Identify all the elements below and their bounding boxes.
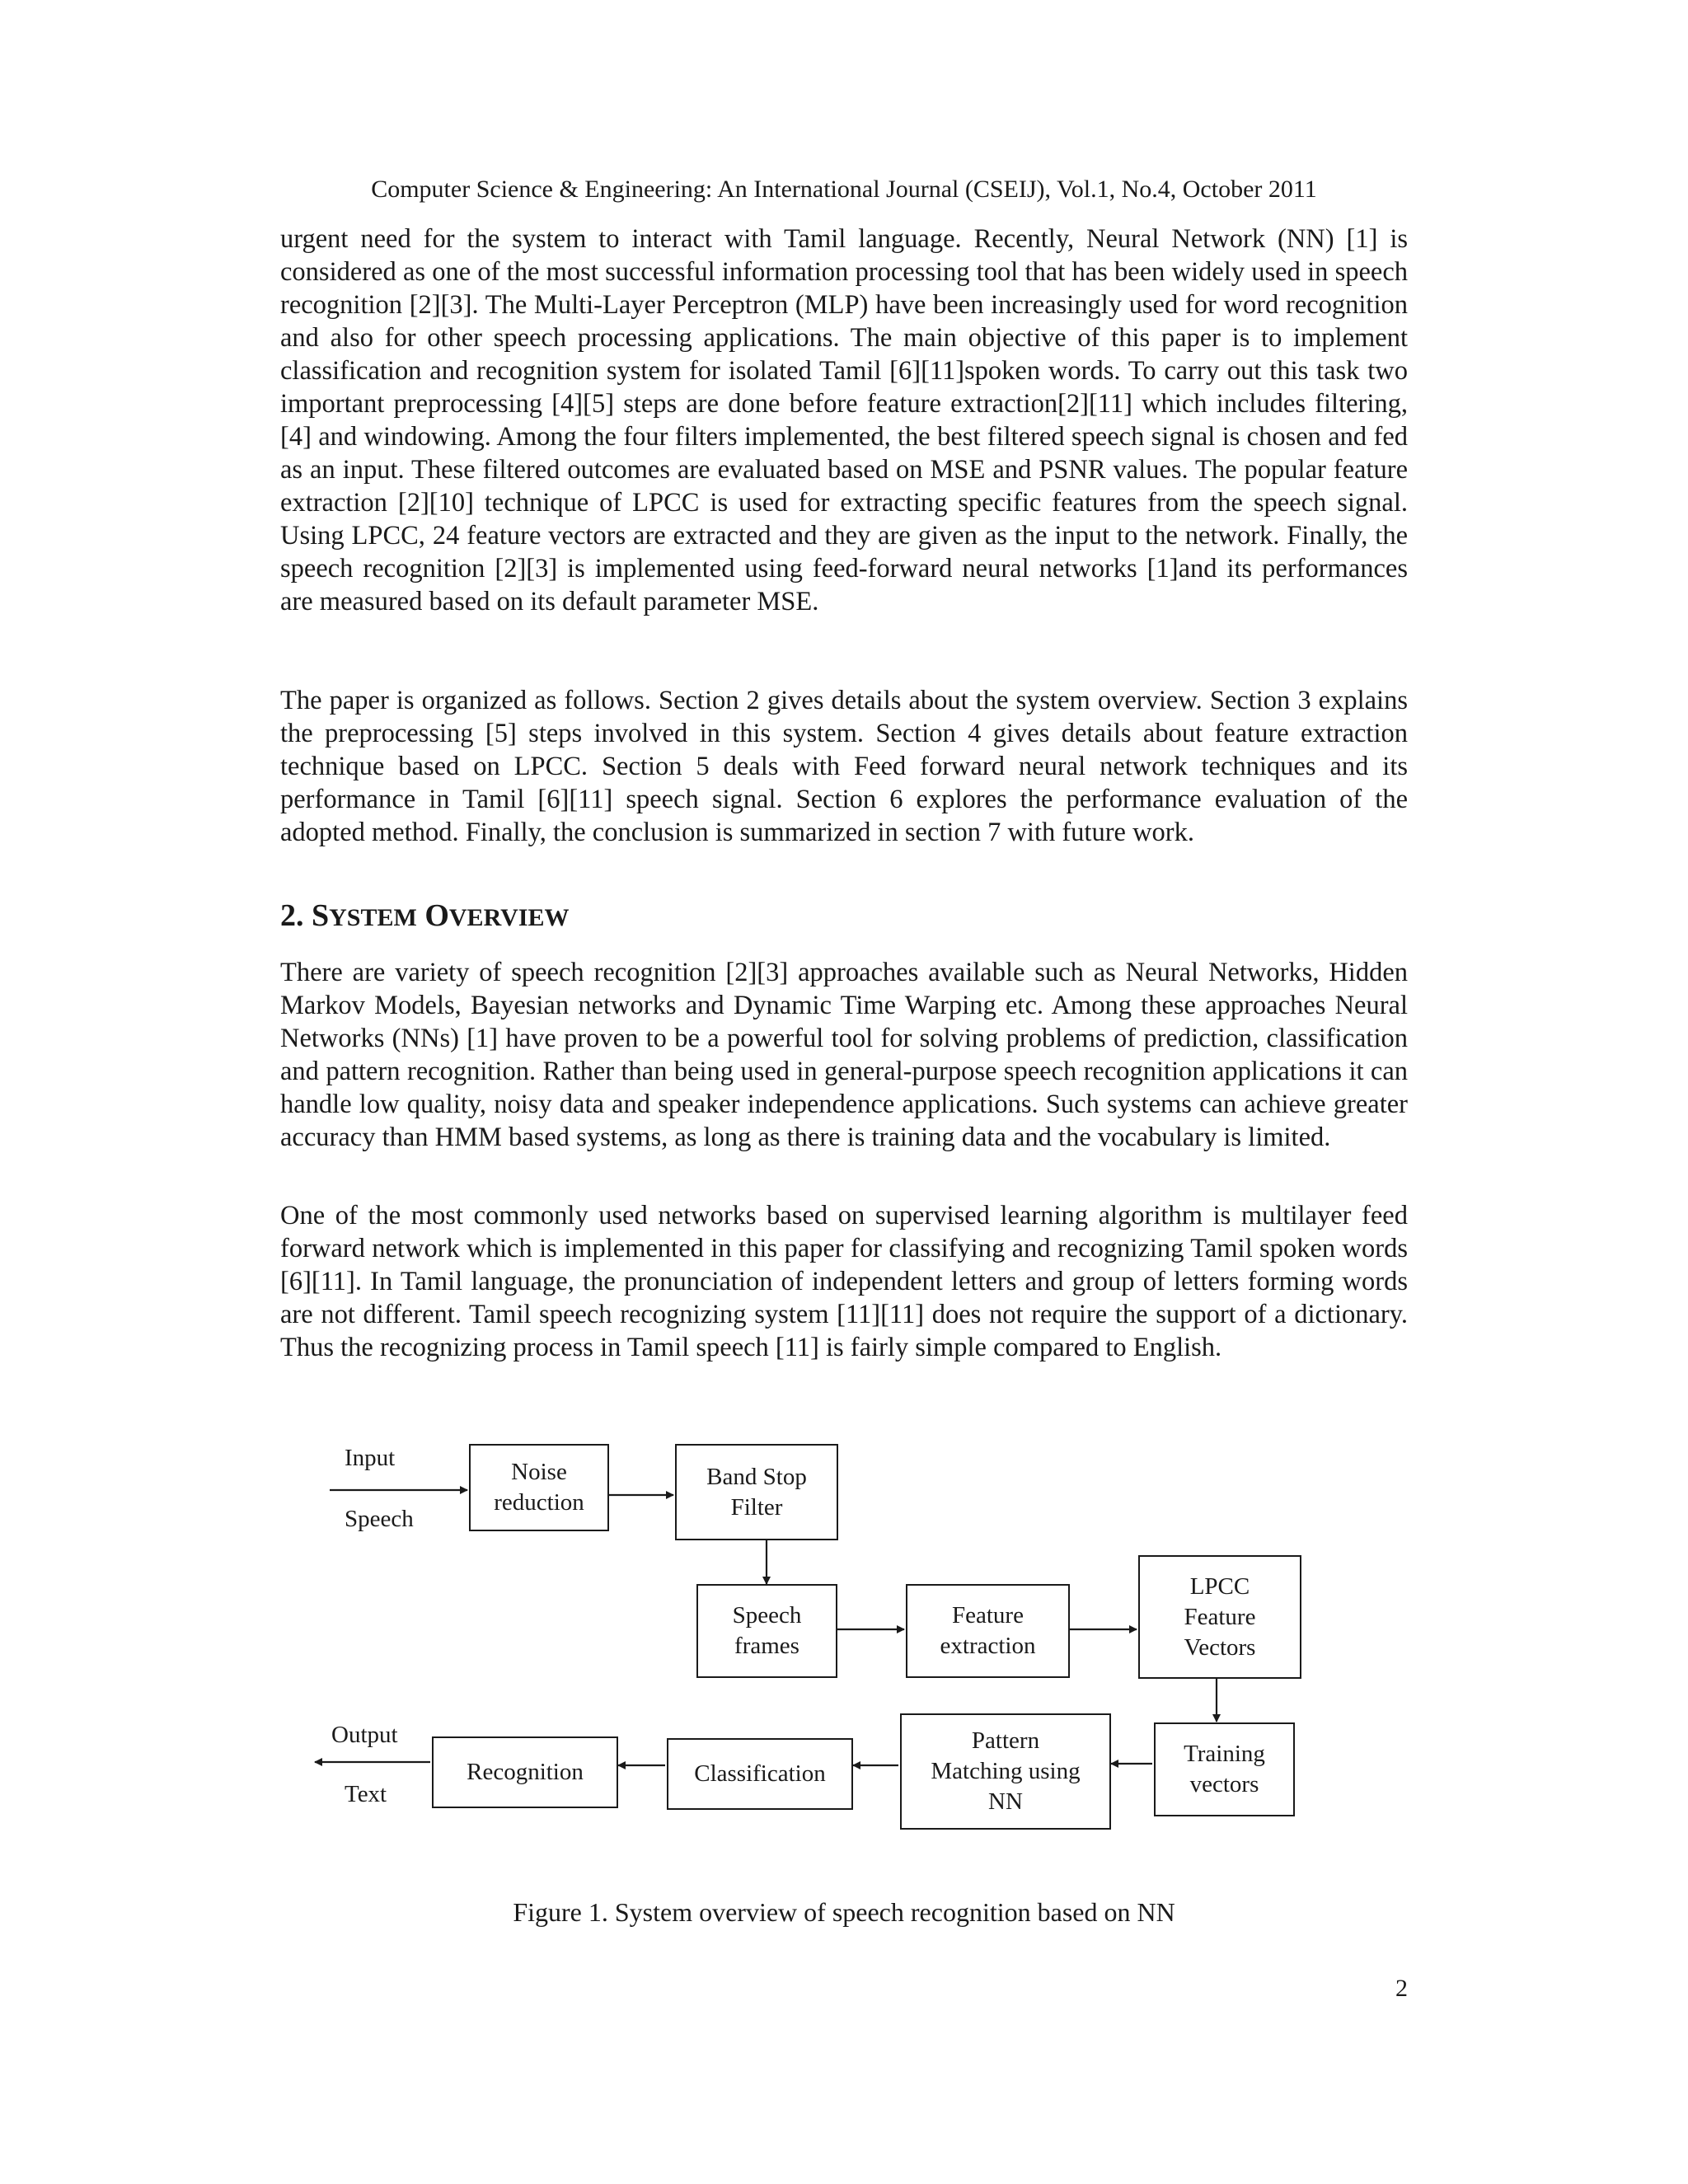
figure-caption: Figure 1. System overview of speech recognition based on NN bbox=[513, 1897, 1175, 1927]
box-training-line2: vectors bbox=[1189, 1771, 1259, 1797]
box-noise-line1: Noise bbox=[511, 1459, 567, 1485]
box-lpcc-line1: LPCC bbox=[1189, 1572, 1250, 1600]
box-band-stop-filter bbox=[675, 1444, 838, 1540]
box-speech-frames bbox=[696, 1584, 837, 1678]
box-feature-line1: Feature bbox=[952, 1602, 1024, 1629]
heading-word1-rest: YSTEM bbox=[329, 904, 417, 931]
box-pattern-line1: Pattern bbox=[971, 1727, 1040, 1754]
box-pattern-matching bbox=[900, 1713, 1111, 1830]
box-bandstop-line1: Band Stop bbox=[706, 1463, 807, 1490]
section-number: 2. bbox=[280, 898, 304, 933]
paragraph-organization: The paper is organized as follows. Section 2 gives details about the system overview. Section 3 explains the preprocessing [5] steps involved in this system. Section 4 gives details about feature extraction technique based on LPCC. Section 5 deals with Feed forward neural network techniques and its performance in Tamil [6][11] speech signal. Section 6 explores the performance evaluation of the adopted method. Finally, the conclusion is summarized in section 7 with future work. bbox=[280, 686, 1408, 847]
running-header: Computer Science & Engineering: An International Journal (CSEIJ), Vol.1, No.4, October 2011 bbox=[371, 176, 1317, 203]
box-pattern-line3: NN bbox=[988, 1788, 1023, 1815]
paragraph-approaches: There are variety of speech recognition [2][3] approaches available such as Neural Networks, Hidden Markov Models, Bayesian networks and Dynamic Time Warping etc. Among these approaches Neural Networks (NNs) [1] have proven to be a powerful tool for solving problems of prediction, classification and pattern recognition. Rather than being used in general-purpose speech recognition applications it can handle low quality, noisy data and speaker independence applications. Such systems can achieve greater accuracy than HMM based systems, as long as there is training data and the vocabulary is limited. bbox=[280, 958, 1408, 1152]
box-lpcc-feature-vectors bbox=[1138, 1555, 1301, 1679]
box-noise-reduction bbox=[469, 1444, 609, 1531]
output-label: Output bbox=[331, 1722, 398, 1748]
heading-word2-rest: VERVIEW bbox=[448, 904, 570, 931]
page-number: 2 bbox=[1395, 1975, 1408, 2002]
box-bandstop-line2: Filter bbox=[730, 1493, 783, 1521]
box-lpcc-line3: Vectors bbox=[1184, 1633, 1256, 1661]
input-label: Input bbox=[345, 1445, 396, 1471]
box-recognition bbox=[432, 1736, 618, 1808]
box-training-vectors bbox=[1154, 1722, 1295, 1816]
box-feature-extraction bbox=[906, 1584, 1070, 1678]
speech-label: Speech bbox=[345, 1506, 414, 1532]
box-feature-line2: extraction bbox=[940, 1633, 1036, 1659]
box-training-line1: Training bbox=[1184, 1741, 1265, 1767]
box-pattern-line2: Matching using bbox=[931, 1758, 1081, 1784]
paragraph-feedforward: One of the most commonly used networks based on supervised learning algorithm is multilayer feed forward network which is implemented in this paper for classifying and recognizing Tamil spoken words [6][11]. In Tamil language, the pronunciation of independent letters and group of letters forming words are not different. Tamil speech recognizing system [11][11] does not require the support of a dictionary. Thus the recognizing process in Tamil speech [11] is fairly simple compared to English. bbox=[280, 1201, 1408, 1362]
heading-word1-initial: S bbox=[312, 898, 330, 933]
box-classification-label: Classification bbox=[694, 1760, 826, 1787]
box-classification bbox=[667, 1738, 853, 1810]
section-heading-system-overview bbox=[280, 897, 570, 937]
text-label: Text bbox=[345, 1781, 387, 1807]
box-frames-line2: frames bbox=[734, 1633, 799, 1659]
heading-word2-initial: O bbox=[424, 898, 449, 933]
box-recognition-label: Recognition bbox=[467, 1759, 584, 1785]
box-frames-line1: Speech bbox=[732, 1602, 802, 1629]
box-noise-line2: reduction bbox=[494, 1489, 584, 1516]
paragraph-intro-continued: urgent need for the system to interact with Tamil language. Recently, Neural Network (NN) [1] is considered as one of the most successful information processing tool that has been widely used in speech recognition [2][3]. The Multi-Layer Perceptron (MLP) have been increasingly used for word recognition and also for other speech processing applications. The main objective of this paper is to implement classification and recognition system for isolated Tamil [6][11]spoken words. To carry out this task two important preprocessing [4][5] steps are done before feature extraction[2][11] which includes filtering, [4] and windowing. Among the four filters implemented, the best filtered speech signal is chosen and fed as an input. These filtered outcomes are evaluated based on MSE and PSNR values. The popular feature extraction [2][10] technique of LPCC is used for extracting specific features from the speech signal. Using LPCC, 24 feature vectors are extracted and they are given as the input to the network. Finally, the speech recognition [2][3] is implemented using feed-forward neural networks [1]and its performances are measured based on its default parameter MSE. bbox=[280, 224, 1408, 616]
box-lpcc-line2: Feature bbox=[1184, 1603, 1256, 1630]
